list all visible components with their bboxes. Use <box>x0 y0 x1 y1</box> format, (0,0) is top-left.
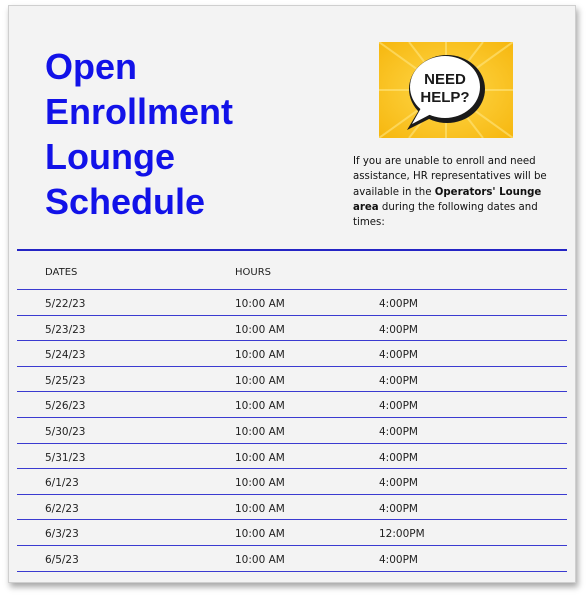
date-cell: 6/1/23 <box>45 477 79 490</box>
note-text-end: during the following dates and times: <box>353 201 538 229</box>
end-time-cell: 4:00PM <box>379 374 418 387</box>
date-cell: 5/23/23 <box>45 323 86 336</box>
document-page <box>8 5 576 583</box>
start-time-cell: 10:00 AM <box>235 425 285 438</box>
table-row <box>17 418 567 444</box>
table-row <box>17 469 567 495</box>
table-row <box>17 341 567 367</box>
help-text-line2: HELP? <box>420 89 470 106</box>
table-row <box>17 546 567 572</box>
date-cell: 6/2/23 <box>45 502 79 515</box>
need-help-image <box>379 42 513 138</box>
table-row <box>17 520 567 546</box>
date-cell: 5/25/23 <box>45 374 86 387</box>
start-time-cell: 10:00 AM <box>235 323 285 336</box>
start-time-cell: 10:00 AM <box>235 553 285 566</box>
start-time-cell: 10:00 AM <box>235 374 285 387</box>
page-title <box>45 44 345 224</box>
date-cell: 5/24/23 <box>45 349 86 362</box>
title-line: Lounge <box>45 136 175 177</box>
start-time-cell: 10:00 AM <box>235 528 285 541</box>
end-time-cell: 4:00PM <box>379 502 418 515</box>
title-line: Schedule <box>45 181 206 222</box>
date-cell: 5/30/23 <box>45 425 86 438</box>
start-time-cell: 10:00 AM <box>235 349 285 362</box>
table-row <box>17 290 567 316</box>
header-dates: DATES <box>45 267 78 278</box>
start-time-cell: 10:00 AM <box>235 477 285 490</box>
table-row <box>17 367 567 393</box>
end-time-cell: 4:00PM <box>379 400 418 413</box>
assistance-note <box>353 154 563 230</box>
date-cell: 5/26/23 <box>45 400 86 413</box>
date-cell: 5/31/23 <box>45 451 86 464</box>
date-cell: 6/3/23 <box>45 528 79 541</box>
schedule-table <box>17 249 567 572</box>
end-time-cell: 12:00PM <box>379 528 425 541</box>
help-text-line1: NEED <box>424 71 466 88</box>
table-row <box>17 495 567 521</box>
table-row <box>17 444 567 470</box>
table-row <box>17 316 567 342</box>
date-cell: 6/5/23 <box>45 553 79 566</box>
note-text: If you are unable to enroll and need assistance, HR representatives will be available in the <box>353 156 547 198</box>
end-time-cell: 4:00PM <box>379 477 418 490</box>
start-time-cell: 10:00 AM <box>235 298 285 310</box>
start-time-cell: 10:00 AM <box>235 502 285 515</box>
end-time-cell: 4:00PM <box>379 425 418 438</box>
table-row <box>17 392 567 418</box>
title-line: Open <box>45 46 138 87</box>
header-hours: HOURS <box>235 267 272 278</box>
table-header-row <box>17 251 567 290</box>
end-time-cell: 4:00PM <box>379 298 418 310</box>
end-time-cell: 4:00PM <box>379 323 418 336</box>
end-time-cell: 4:00PM <box>379 451 418 464</box>
note-location: Operators' Lounge area <box>353 186 542 213</box>
start-time-cell: 10:00 AM <box>235 400 285 413</box>
start-time-cell: 10:00 AM <box>235 451 285 464</box>
title-line: Enrollment <box>45 91 234 132</box>
end-time-cell: 4:00PM <box>379 349 418 362</box>
end-time-cell: 4:00PM <box>379 553 418 566</box>
speech-bubble-icon <box>379 42 513 138</box>
date-cell: 5/22/23 <box>45 298 86 310</box>
